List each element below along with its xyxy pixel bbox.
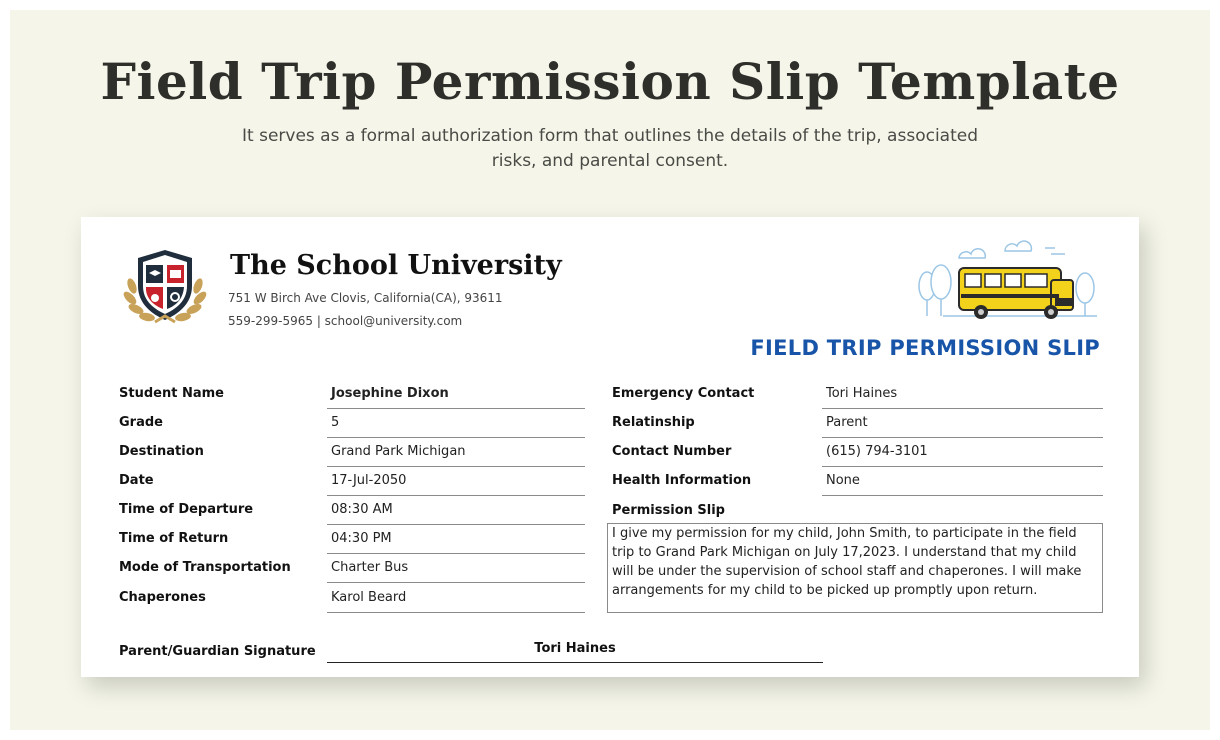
field-contact-number [822, 440, 1103, 467]
label-health-information: Health Information [612, 473, 752, 488]
school-contact: 559-299-5965 | school@university.com [228, 314, 463, 328]
label-contact-number: Contact Number [612, 444, 732, 459]
label-time-of-return: Time of Return [119, 531, 229, 546]
field-grade [327, 411, 585, 438]
label-destination: Destination [119, 444, 204, 459]
field-health-information-value: None [826, 473, 860, 488]
label-emergency-contact: Emergency Contact [612, 386, 755, 401]
field-emergency-contact-value: Tori Haines [826, 386, 898, 401]
field-date [327, 469, 585, 496]
field-contact-number-value: (615) 794-3101 [826, 444, 928, 459]
field-time-of-departure-value: 08:30 AM [331, 502, 393, 517]
field-relationship [822, 411, 1103, 438]
form-heading: FIELD TRIP PERMISSION SLIP [750, 336, 1100, 360]
signature-line: Tori Haines [327, 641, 823, 663]
field-student-name-value: Josephine Dixon [331, 386, 449, 401]
subtitle-line-2: risks, and parental consent. [491, 151, 729, 171]
label-date: Date [119, 473, 154, 488]
field-relationship-value: Parent [826, 415, 868, 430]
page-subtitle [230, 124, 990, 174]
label-permission-slip: Permission Slip [612, 503, 725, 518]
label-student-name: Student Name [119, 386, 224, 401]
page-title: Field Trip Permission Slip Template [100, 52, 1120, 111]
label-time-of-departure: Time of Departure [119, 502, 254, 517]
field-mode-of-transportation-value: Charter Bus [331, 560, 409, 575]
field-date-value: 17-Jul-2050 [331, 473, 407, 488]
field-time-of-return [327, 527, 585, 554]
field-student-name [327, 382, 585, 409]
label-chaperones: Chaperones [119, 590, 206, 605]
field-time-of-departure [327, 498, 585, 525]
label-grade: Grade [119, 415, 163, 430]
school-name: The School University [230, 250, 562, 281]
field-chaperones [327, 586, 585, 613]
field-mode-of-transportation [327, 556, 585, 583]
field-grade-value: 5 [331, 415, 340, 430]
school-address: 751 W Birch Ave Clovis, California(CA), 93611 [228, 291, 503, 305]
label-mode-of-transportation: Mode of Transportation [119, 560, 291, 575]
label-signature: Parent/Guardian Signature [119, 644, 316, 659]
permission-text-box: I give my permission for my child, John Smith, to participate in the field trip to Grand Park Michigan on July 17,2023. I understand that my child will be under the supervision of school staff and chaperones. I will make arrangements for my child to be picked up promptly upon return. [607, 523, 1103, 613]
field-destination [327, 440, 585, 467]
field-destination-value: Grand Park Michigan [331, 444, 466, 459]
field-health-information [822, 469, 1103, 496]
field-time-of-return-value: 04:30 PM [331, 531, 392, 546]
field-emergency-contact [822, 382, 1103, 409]
field-chaperones-value: Karol Beard [331, 590, 407, 605]
school-bus-illustration-icon [905, 236, 1105, 322]
label-relationship: Relatinship [612, 415, 695, 430]
school-crest-icon [122, 246, 208, 326]
subtitle-line-1: It serves as a formal authorization form that outlines the details of the trip, associated [242, 126, 978, 146]
